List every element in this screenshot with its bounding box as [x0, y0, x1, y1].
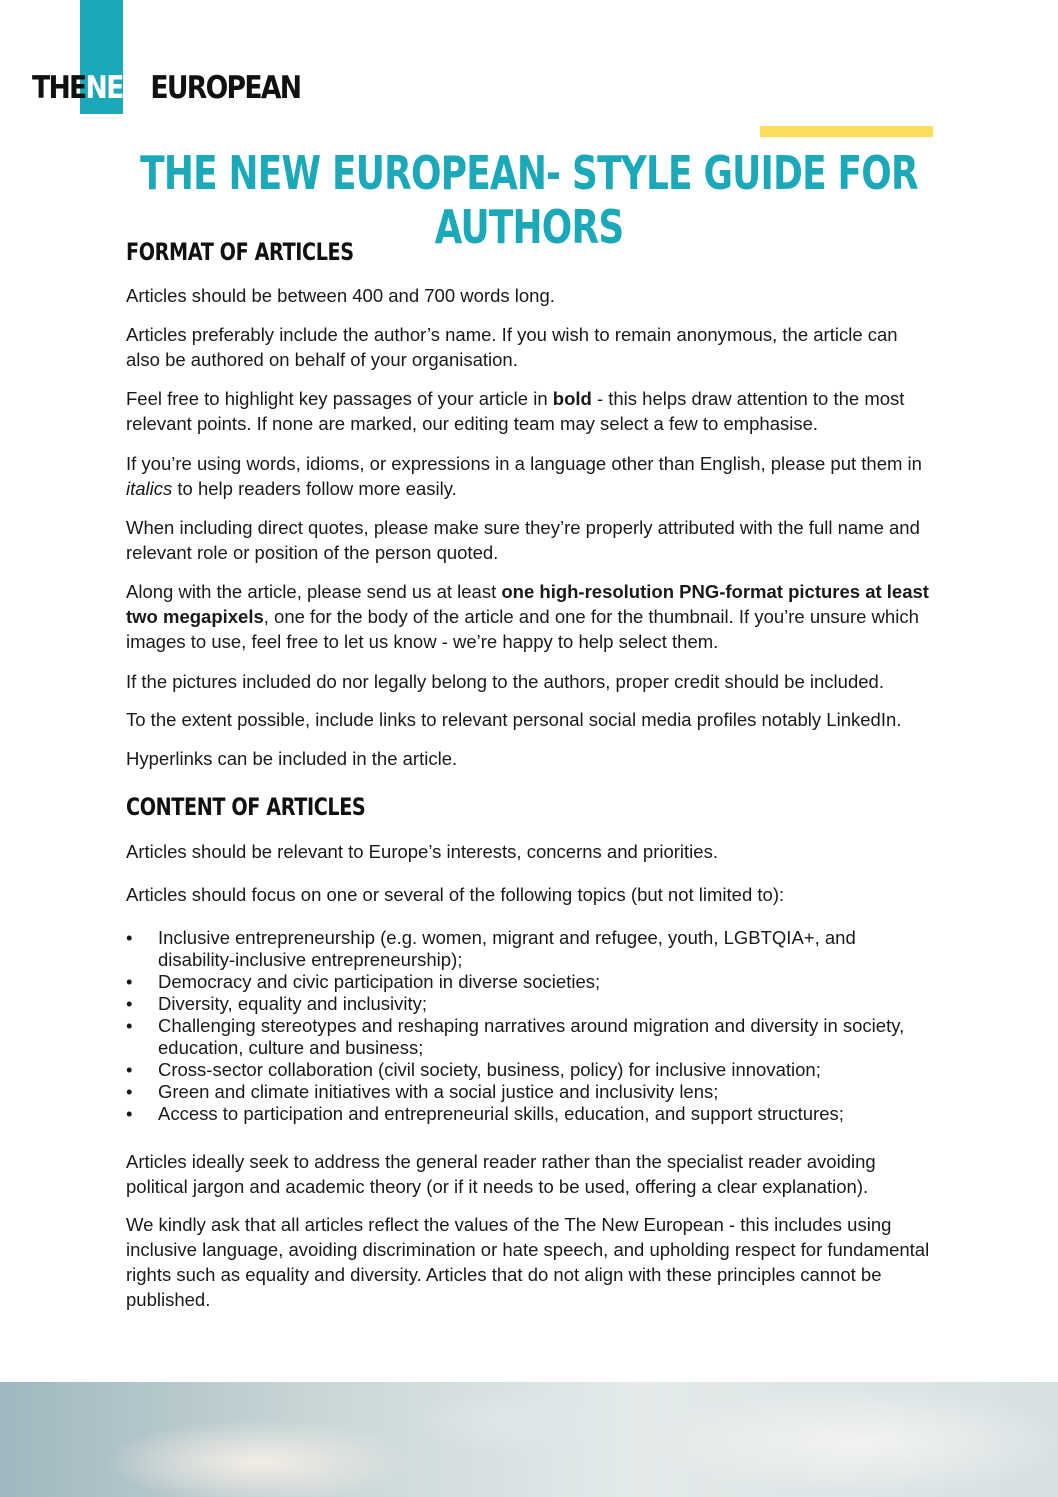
list-item: • Democracy and civic participation in diverse societies; — [126, 971, 936, 993]
format-paragraph-bold — [126, 386, 936, 436]
logo — [32, 70, 300, 110]
topics-list — [126, 927, 936, 1125]
list-item: • Inclusive entrepreneurship (e.g. women, migrant and refugee, youth, LGBTQIA+, and disability-inclusive entrepreneurship); — [126, 927, 936, 971]
format-paragraph-quotes: When including direct quotes, please make sure they’re properly attributed with the full name and relevant role or position of the person quoted. — [126, 517, 920, 563]
format-paragraph-social: To the extent possible, include links to relevant personal social media profiles notably LinkedIn. — [126, 709, 902, 730]
content-paragraph-topics-intro: Articles should focus on one or several of the following topics (but not limited to): — [126, 884, 785, 905]
format-section-heading: FORMAT OF ARTICLES — [126, 238, 354, 266]
list-item: • Cross-sector collaboration (civil society, business, policy) for inclusive innovation; — [126, 1059, 936, 1081]
list-item: • Access to participation and entrepreneurial skills, education, and support structures; — [126, 1103, 936, 1125]
italic-run: italics — [126, 478, 173, 499]
page-title-text: THE NEW EUROPEAN- STYLE GUIDE FOR AUTHORS — [140, 146, 918, 254]
text-run: If you’re using words, idioms, or expressions in a language other than English, please put them in — [126, 453, 922, 474]
text-run: - this helps draw attention to the most relevant points. If none are marked, our editing team may select a few to emphasise. — [126, 388, 905, 434]
format-paragraph-hyperlinks: Hyperlinks can be included in the article. — [126, 748, 458, 769]
text-run: Along with the article, please send us at least — [126, 581, 502, 602]
content-paragraph-audience: Articles ideally seek to address the general reader rather than the specialist reader avoiding political jargon and academic theory (or if it needs to be used, offering a clear explanation). — [126, 1151, 876, 1197]
format-paragraph-italics — [126, 451, 936, 501]
content-section-heading: CONTENT OF ARTICLES — [126, 793, 366, 821]
list-item: • Diversity, equality and inclusivity; — [126, 993, 936, 1015]
content-paragraph-relevance: Articles should be relevant to Europe’s interests, concerns and priorities. — [126, 841, 718, 862]
format-paragraph-author: Articles preferably include the author’s name. If you wish to remain anonymous, the article can also be authored on behalf of your organisation. — [126, 324, 898, 370]
list-item: • Challenging stereotypes and reshaping narratives around migration and diversity in society, education, culture and business; — [126, 1015, 936, 1059]
format-paragraph-credit: If the pictures included do nor legally belong to the authors, proper credit should be included. — [126, 671, 884, 692]
text-run: to help readers follow more easily. — [172, 478, 457, 499]
format-paragraph-length: Articles should be between 400 and 700 words long. — [126, 285, 555, 306]
logo-word-the: THE — [32, 70, 86, 106]
footer-photo — [0, 1382, 1058, 1497]
format-paragraph-pictures — [126, 579, 936, 654]
bold-run: bold — [552, 388, 592, 409]
logo-word-new: NEW — [85, 70, 151, 106]
title-accent-bar — [760, 126, 933, 137]
text-run: Feel free to highlight key passages of your article in — [126, 388, 553, 409]
list-item: • Green and climate initiatives with a social justice and inclusivity lens; — [126, 1081, 936, 1103]
text-run: , one for the body of the article and one for the thumbnail. If you’re unsure which images to use, feel free to let us know - we’re happy to help select them. — [126, 606, 919, 652]
logo-word-european: EUROPEAN — [150, 70, 301, 106]
content-paragraph-values: We kindly ask that all articles reflect the values of the The New European - this includes using inclusive language, avoiding discrimination or hate speech, and upholding respect for fundamental rights such as equality and diversity. Articles that do not align with these principles cannot be published. — [126, 1214, 930, 1310]
bold-run: one high-resolution PNG-format pictures at least two megapixels — [126, 581, 929, 627]
